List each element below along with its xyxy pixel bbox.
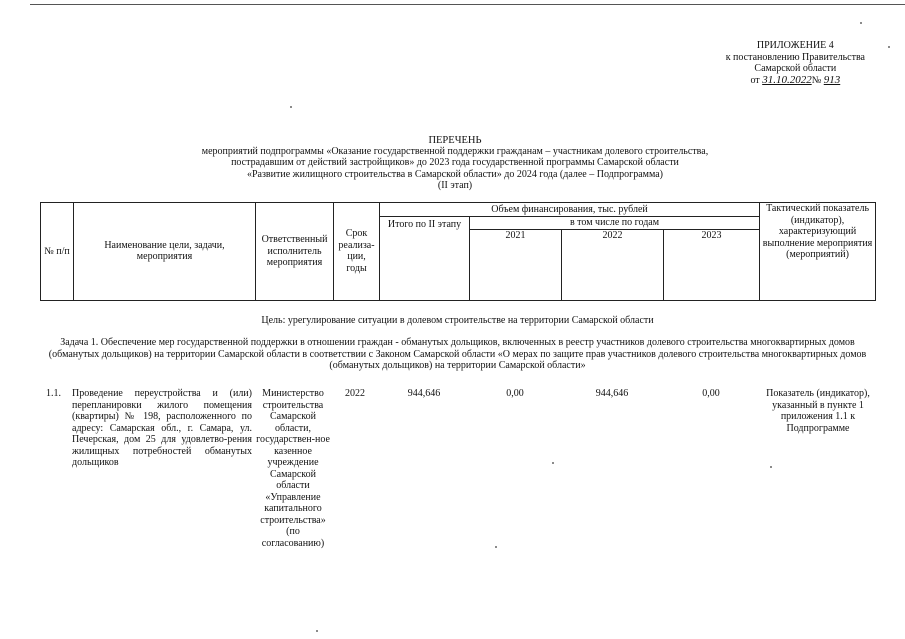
header-num: № п/п <box>41 203 74 301</box>
decree-number: 913 <box>823 73 841 86</box>
table-header <box>40 202 876 301</box>
task-text: Задача 1. Обеспечение мер государственной поддержки в отношении граждан - обманутых дольщиков, включенных в реестр участников долевого строительства многоквартирных домов (обманутых дольщиков) на территории Самарской области в соответствии с Законом Самарской области «О мерах по защите прав участников долевого строительства многоквартирных домов (обманутых дольщиков) на территории Самарской области» <box>48 337 867 371</box>
header-by-years: в том числе по годам <box>470 217 760 230</box>
header-funding: Объем финансирования, тыс. рублей <box>380 203 760 217</box>
row-term: 2022 <box>345 388 365 399</box>
appendix-reference: к постановлению Правительства <box>725 51 865 63</box>
header-executor: Ответственный исполнитель мероприятия <box>256 203 334 301</box>
appendix-date-line <box>726 75 865 87</box>
row-indicator: Показатель (индикатор), указанный в пункте 1 приложения 1.1 к Подпрограмме <box>766 388 870 434</box>
date-prefix: от <box>750 74 760 86</box>
header-indicator: Тактический показатель (индикатор), характеризующий выполнение мероприятия (мероприятий) <box>760 203 876 301</box>
heading-line-4: (II этап) <box>437 179 473 191</box>
heading-line-1: мероприятий подпрограммы «Оказание государственной поддержки гражданам – участникам долевого строительства, <box>201 146 709 158</box>
scan-speck <box>860 22 862 24</box>
heading-line-3: «Развитие жилищного строительства в Самарской области» до 2024 года (далее – Подпрограмма) <box>246 168 664 180</box>
decree-date: 31.10.2022 <box>762 73 812 86</box>
header-year-2022: 2022 <box>562 229 664 300</box>
row-year-2021: 0,00 <box>506 388 524 399</box>
header-year-2023: 2023 <box>664 229 760 300</box>
appendix-title: ПРИЛОЖЕНИЕ 4 <box>756 40 834 51</box>
document-heading <box>150 135 760 191</box>
page-top-border <box>30 4 905 5</box>
heading-title: ПЕРЕЧЕНЬ <box>428 135 482 146</box>
heading-line-2: пострадавшим от действий застройщиков» до 2023 года государственной программы Самарской области <box>231 157 679 169</box>
scan-speck <box>770 466 772 468</box>
number-prefix: № <box>811 74 822 86</box>
scan-speck <box>888 46 890 48</box>
header-name: Наименование цели, задачи, мероприятия <box>74 203 256 301</box>
row-year-2023: 0,00 <box>702 388 720 399</box>
row-year-2022: 944,646 <box>595 388 629 399</box>
row-name: Проведение переустройства и (или) перепланировки жилого помещения (квартиры) № 198, расположенного по адресу: Самарская обл., г. Самара, ул. Печерская, дом 25 для удовлетво-рения жилищных потребностей обманутых дольщиков <box>72 388 252 468</box>
row-executor: Министерство строительства Самарской области, государствен-ное казенное учреждение Самарской области «Управление капитального строительства» (по согласованию) <box>256 388 330 549</box>
header-year-2021: 2021 <box>470 229 562 300</box>
appendix-block <box>726 40 865 86</box>
header-total: Итого по II этапу <box>380 217 470 301</box>
scan-speck <box>316 630 318 632</box>
header-term: Срок реализа-ции, годы <box>334 203 380 301</box>
row-total: 944,646 <box>407 388 441 399</box>
scan-speck <box>290 106 292 108</box>
scan-speck <box>495 546 497 548</box>
scan-speck <box>552 462 554 464</box>
appendix-region: Самарской области <box>754 63 837 74</box>
goal-text: Цель: урегулирование ситуации в долевом строительстве на территории Самарской области <box>261 315 654 326</box>
row-number: 1.1. <box>46 388 61 399</box>
